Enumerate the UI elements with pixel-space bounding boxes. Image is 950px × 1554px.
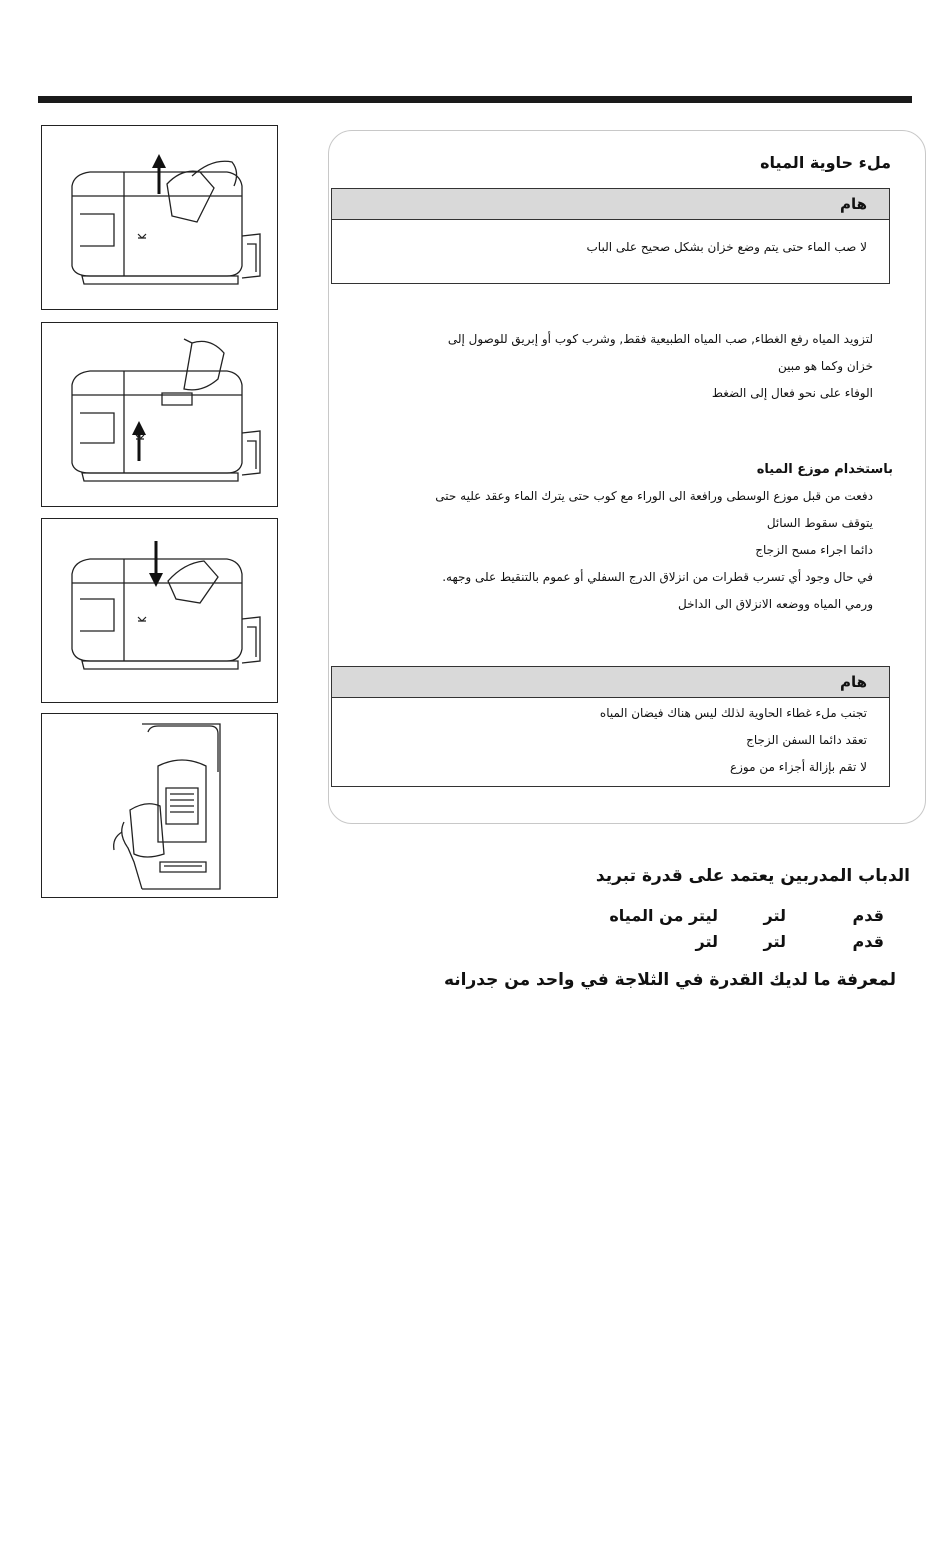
usage-step: في حال وجود أي تسرب قطرات من انزلاق الدرج السفلي أو عموم بالتنقيط على وجهه. <box>442 570 873 584</box>
capacity-note: لمعرفة ما لديك القدرة في الثلاجة في واحد من جدرانه <box>443 970 896 990</box>
fill-steps <box>353 326 873 407</box>
usage-step: يتوقف سقوط السائل <box>766 516 873 530</box>
press-lid-illustration <box>42 519 277 702</box>
fill-step: لتزويد المياه رفع الغطاء, صب المياه الطبيعية فقط, وشرب كوب أو إبريق للوصول إلى <box>447 332 873 346</box>
dispense-water-figure <box>41 713 278 898</box>
usage-step: دائما اجراء مسح الزجاج <box>755 543 873 557</box>
capacity-unit-ft: قدم <box>852 906 884 925</box>
top-rule <box>38 96 912 103</box>
important-heading: هام <box>332 189 889 220</box>
important-heading: هام <box>332 667 889 698</box>
important-line: لا تقم بإزالة أجزاء من موزع <box>729 760 867 774</box>
section-title: ملء حاوية المياه <box>760 153 891 172</box>
capacity-row <box>598 932 884 951</box>
dispenser-illustration <box>42 714 277 897</box>
fill-step: خزان وكما هو مبين <box>777 359 873 373</box>
instruction-panel <box>328 130 926 824</box>
usage-step: ورمي المياه ووضعه الانزلاق الى الداخل <box>678 597 873 611</box>
pour-water-figure <box>41 322 278 507</box>
capacity-unit-l: لتر <box>695 932 718 951</box>
important-box-2 <box>331 666 890 787</box>
lift-lid-figure <box>41 125 278 310</box>
important-line: لا صب الماء حتى يتم وضع خزان بشكل صحيح على الباب <box>586 240 867 254</box>
important-box <box>331 188 890 284</box>
capacity-unit-ft: قدم <box>852 932 884 951</box>
fill-step: الوفاء على نحو فعال إلى الضغط <box>711 386 873 400</box>
pitcher-illustration <box>42 323 277 506</box>
dispenser-usage <box>333 456 893 618</box>
capacity-unit-l: لتر <box>763 906 786 925</box>
capacity-row <box>598 906 884 925</box>
water-tank-illustration <box>42 126 277 309</box>
important-line: تجنب ملء غطاء الحاوية لذلك ليس هناك فيضان المياه <box>599 706 867 720</box>
usage-step: دفعت من قبل موزع الوسطى ورافعة الى الوراء مع كوب حتى يترك الماء وعقد عليه حتى <box>435 489 873 503</box>
capacity-unit-water: ليتر من المياه <box>609 906 718 925</box>
capacity-title: الدباب المدربين يعتمد على قدرة تبريد <box>595 866 910 886</box>
press-lid-figure <box>41 518 278 703</box>
usage-title: باستخدام موزع المياه <box>756 462 893 477</box>
important-line: تعقد دائما السفن الزجاج <box>746 733 867 747</box>
capacity-unit-l: لتر <box>763 932 786 951</box>
